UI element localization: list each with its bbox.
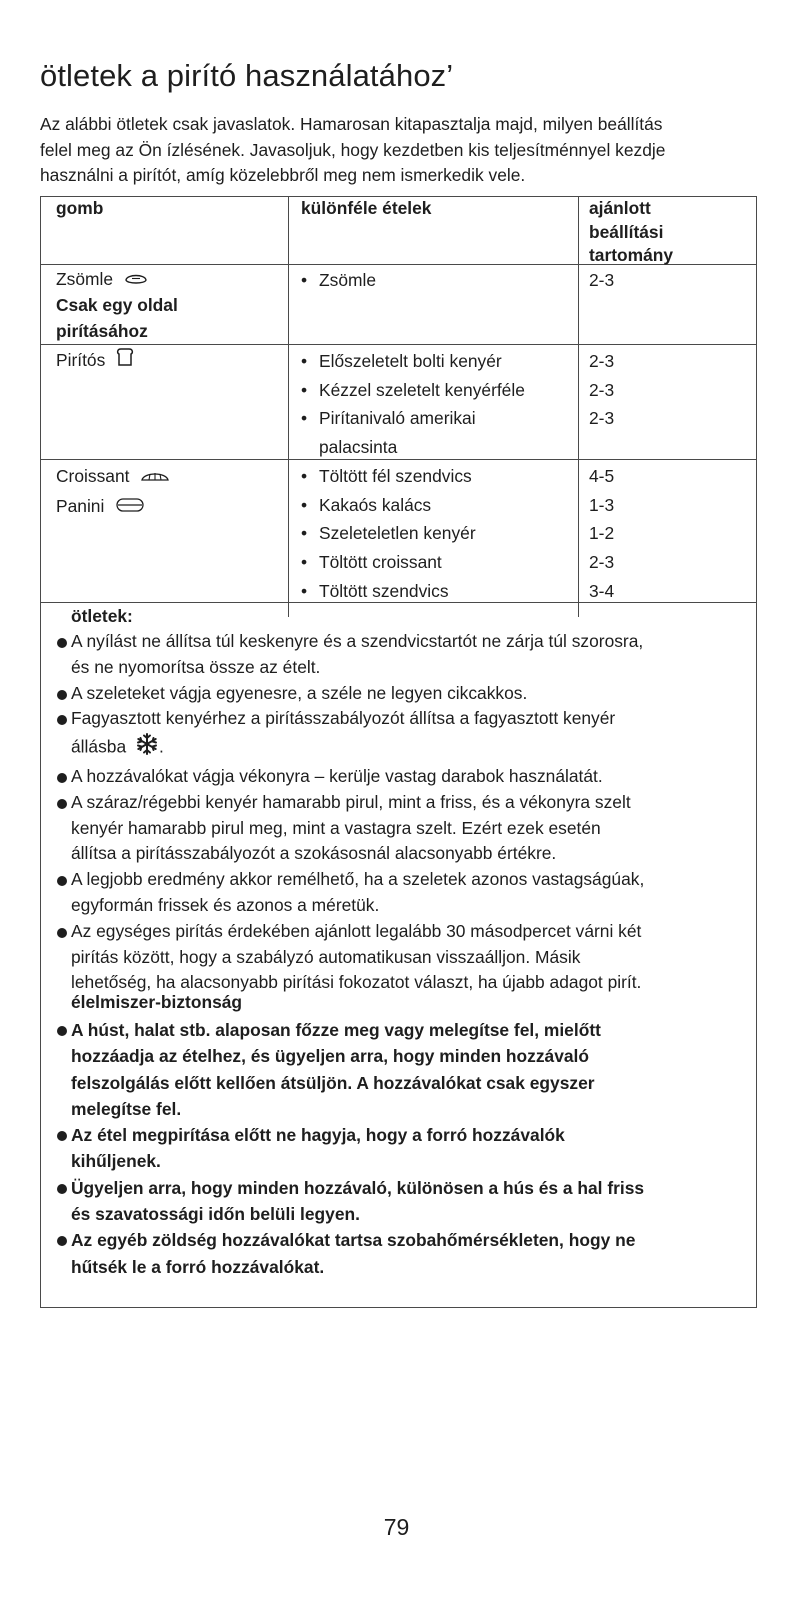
intro-line: felel meg az Ön ízlésének. Javasoljuk, hogy kezdetben kis teljesítménnyel kezdje xyxy=(40,139,666,160)
setting-value: 2-3 xyxy=(589,408,615,429)
setting-value: 2-3 xyxy=(589,351,615,371)
header-setting-line: beállítási xyxy=(589,221,664,242)
intro-line: Az alábbi ötletek csak javaslatok. Hamarosan kitapasztalja majd, milyen beállítás xyxy=(40,114,663,134)
header-setting-line: tartomány xyxy=(589,245,674,265)
button-label: Panini xyxy=(56,495,105,516)
bullet-icon xyxy=(57,799,67,809)
tip-item: A legjobb eredmény akkor remélhető, ha a szeletek azonos vastagságúak, egyformán frissek és azonos a méretük. xyxy=(55,867,745,919)
tips-heading: ötletek: xyxy=(71,606,133,626)
header-gomb: gomb xyxy=(56,198,104,218)
intro-line: használni a pirítót, amíg közelebbről meg nem ismerkedik vele. xyxy=(40,165,526,185)
bullet-icon xyxy=(57,715,67,725)
food-item-continuation: palacsinta xyxy=(319,437,398,458)
food-item: • Előszeletelt bolti kenyér xyxy=(301,347,525,376)
toast-icon xyxy=(116,347,134,375)
bullet-icon xyxy=(57,928,67,938)
table-row-divider xyxy=(41,344,756,345)
bullet-icon xyxy=(57,773,67,783)
header-setting xyxy=(589,197,673,268)
bullet-icon xyxy=(57,1184,67,1194)
row-piritos-button xyxy=(56,347,134,375)
button-label: Pirítós xyxy=(56,350,106,370)
tip-item: A száraz/régebbi kenyér hamarabb pirul, mint a friss, és a vékonyra szelt kenyér hamarabb pirul meg, mint a vastagra szelt. Ezért ezek esetén állítsa a pirításszabályozót a szokásosnál alacsonyabb értékre. xyxy=(55,790,745,867)
snowflake-icon xyxy=(135,732,159,764)
intro-paragraph xyxy=(40,112,756,189)
row-piritos-foods xyxy=(301,347,525,462)
food-item: • Kakaós kalács xyxy=(301,491,476,520)
row-zsomle-settings xyxy=(589,267,614,294)
button-note: Csak egy oldal xyxy=(56,295,178,316)
setting-value: 2-3 xyxy=(589,379,615,400)
setting-value: 1-2 xyxy=(589,523,615,544)
tips-list xyxy=(55,629,745,996)
page-number: 79 xyxy=(383,1514,410,1540)
setting-value: 2-3 xyxy=(589,552,615,573)
food-item: • Szeleteletlen kenyér xyxy=(301,519,476,548)
header-setting-line: ajánlott xyxy=(589,198,651,218)
food-item: • Kézzel szeletelt kenyérféle xyxy=(301,376,525,405)
bullet-icon xyxy=(57,876,67,886)
food-item: • Pirítanivaló amerikai xyxy=(301,404,525,433)
tip-item: A nyílást ne állítsa túl keskenyre és a szendvicstartót ne zárja túl szorosra, és ne nyomorítsa össze az ételt. xyxy=(55,629,745,681)
panini-icon xyxy=(115,493,145,522)
setting-value: 3-4 xyxy=(589,580,615,601)
setting-value: 2-3 xyxy=(589,270,615,290)
bun-icon xyxy=(124,268,148,294)
row-zsomle-foods xyxy=(301,267,376,294)
safety-item: A húst, halat stb. alaposan főzze meg vagy melegítse fel, mielőtt hozzáadja az ételhez, és ügyeljen arra, hogy minden hozzávaló felszolgálás előtt kellően átsüljön. A hozzávalókat csak egyszer melegítse fel. xyxy=(55,1017,745,1122)
safety-list xyxy=(55,1017,745,1280)
setting-value: 1-3 xyxy=(589,494,615,515)
food-item: • Töltött szendvics xyxy=(301,577,476,606)
tip-item: A szeleteket vágja egyenesre, a széle ne legyen cikcakkos. xyxy=(55,681,745,707)
tip-item: Fagyasztott kenyérhez a pirításszabályozót állítsa a fagyasztott kenyér állásba . xyxy=(55,706,745,764)
food-item: • Zsömle xyxy=(301,267,376,294)
bullet-icon xyxy=(57,1026,67,1036)
row-piritos-settings xyxy=(589,347,614,433)
croissant-icon xyxy=(140,463,170,492)
food-item: • Töltött fél szendvics xyxy=(301,462,476,491)
bullet-icon xyxy=(57,1131,67,1141)
safety-item: Az egyéb zöldség hozzávalókat tartsa szobahőmérsékleten, hogy ne hűtsék le a forró hozzávalókat. xyxy=(55,1227,745,1280)
setting-value: 4-5 xyxy=(589,466,615,486)
button-label: Croissant xyxy=(56,466,130,486)
food-item: • Töltött croissant xyxy=(301,548,476,577)
header-foods: különféle ételek xyxy=(301,198,432,218)
safety-item: Ügyeljen arra, hogy minden hozzávaló, különösen a hús és a hal friss és szavatossági időn belüli legyen. xyxy=(55,1175,745,1228)
safety-item: Az étel megpirítása előtt ne hagyja, hogy a forró hozzávalók kihűljenek. xyxy=(55,1122,745,1175)
bullet-icon xyxy=(57,690,67,700)
settings-table-box xyxy=(40,196,757,1308)
row-croissant-button xyxy=(56,462,170,522)
safety-heading: élelmiszer-biztonság xyxy=(71,992,243,1012)
page-title: ötletek a pirító használatához’ xyxy=(40,58,454,93)
tip-item: Az egységes pirítás érdekében ajánlott legalább 30 másodpercet várni két pirítás között, hogy a szabályzó automatikusan visszaálljon. Másik lehetőség, ha alacsonyabb pirítási fokozatot választ, ha újabb adagot pirít. xyxy=(55,919,745,996)
bullet-icon xyxy=(57,638,67,648)
button-label: Zsömle xyxy=(56,269,114,289)
button-note: pirításához xyxy=(56,320,148,341)
row-croissant-settings xyxy=(589,462,614,606)
table-column-divider xyxy=(288,197,289,617)
tip-item: A hozzávalókat vágja vékonyra – kerülje vastag darabok használatát. xyxy=(55,764,745,790)
table-column-divider xyxy=(578,197,579,617)
row-croissant-foods xyxy=(301,462,476,606)
row-zsomle-button xyxy=(56,267,178,344)
bullet-icon xyxy=(57,1236,67,1246)
